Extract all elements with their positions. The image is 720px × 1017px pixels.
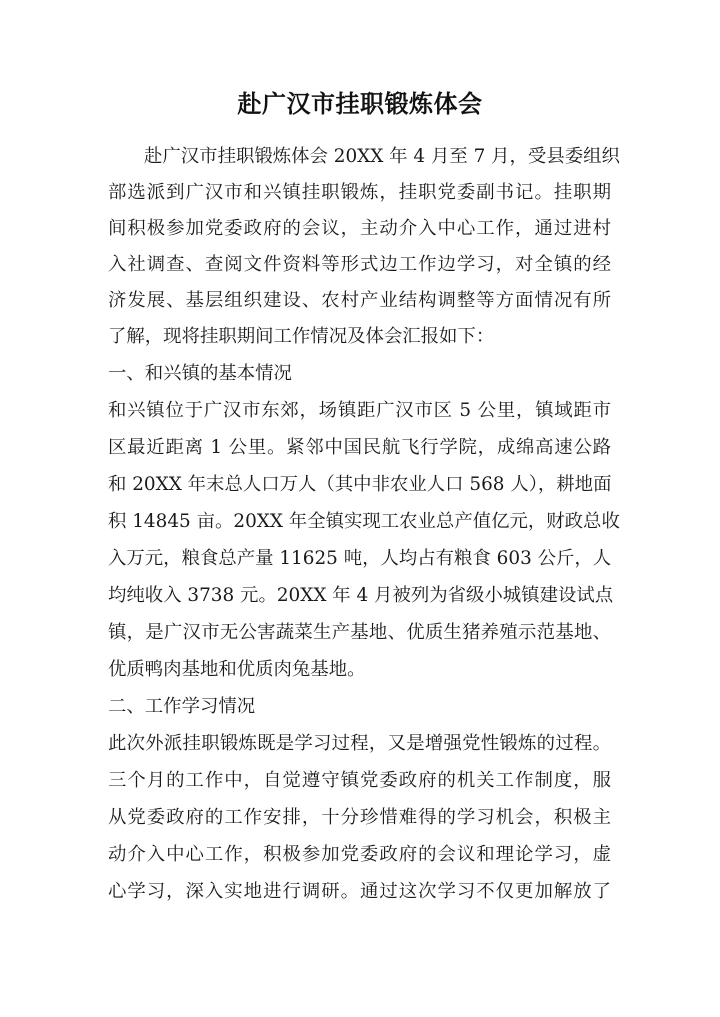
paragraph-line: 赴广汉市挂职锻炼体会 20XX 年 4 月至 7 月，受县委组织 bbox=[144, 146, 620, 167]
document-title: 赴广汉市挂职锻炼体会 bbox=[237, 90, 483, 118]
paragraph-line: 动介入中心工作，积极参加党委政府的会议和理论学习，虚 bbox=[108, 844, 611, 865]
paragraph-line: 区最近距离 1 公里。紧邻中国民航飞行学院，成绵高速公路 bbox=[108, 437, 611, 458]
paragraph-line: 入社调查、查阅文件资料等形式边工作边学习，对全镇的经 bbox=[108, 254, 611, 275]
paragraph-line: 从党委政府的工作安排，十分珍惜难得的学习机会，积极主 bbox=[108, 807, 611, 828]
paragraph-line: 优质鸭肉基地和优质肉兔基地。 bbox=[108, 659, 366, 680]
section-heading: 二、工作学习情况 bbox=[108, 696, 256, 717]
paragraph-line: 入万元，粮食总产量 11625 吨，人均占有粮食 603 公斤，人 bbox=[108, 548, 612, 569]
paragraph-line: 间积极参加党委政府的会议，主动介入中心工作，通过进村 bbox=[108, 218, 611, 239]
paragraph-line: 济发展、基层组织建设、农村产业结构调整等方面情况有所 bbox=[108, 290, 611, 311]
paragraph-line: 三个月的工作中，自觉遵守镇党委政府的机关工作制度，服 bbox=[108, 770, 611, 791]
section-heading: 一、和兴镇的基本情况 bbox=[108, 363, 292, 384]
paragraph-line: 部选派到广汉市和兴镇挂职锻炼，挂职党委副书记。挂职期 bbox=[108, 182, 611, 203]
paragraph-line: 均纯收入 3738 元。20XX 年 4 月被列为省级小城镇建设试点 bbox=[108, 585, 614, 606]
paragraph-line: 镇，是广汉市无公害蔬菜生产基地、优质生猪养殖示范基地、 bbox=[108, 622, 611, 643]
paragraph-line: 心学习，深入实地进行调研。通过这次学习不仅更加解放了 bbox=[108, 881, 611, 902]
paragraph-line: 此次外派挂职锻炼既是学习过程，又是增强党性锻炼的过程。 bbox=[108, 733, 611, 754]
paragraph-line: 和兴镇位于广汉市东郊，场镇距广汉市区 5 公里，镇域距市 bbox=[108, 400, 611, 421]
paragraph-line: 积 14845 亩。20XX 年全镇实现工农业总产值亿元，财政总收 bbox=[108, 511, 620, 532]
paragraph-line: 和 20XX 年末总人口万人（其中非农业人口 568 人），耕地面 bbox=[108, 474, 612, 495]
paragraph-line: 了解，现将挂职期间工作情况及体会汇报如下： bbox=[108, 326, 495, 347]
